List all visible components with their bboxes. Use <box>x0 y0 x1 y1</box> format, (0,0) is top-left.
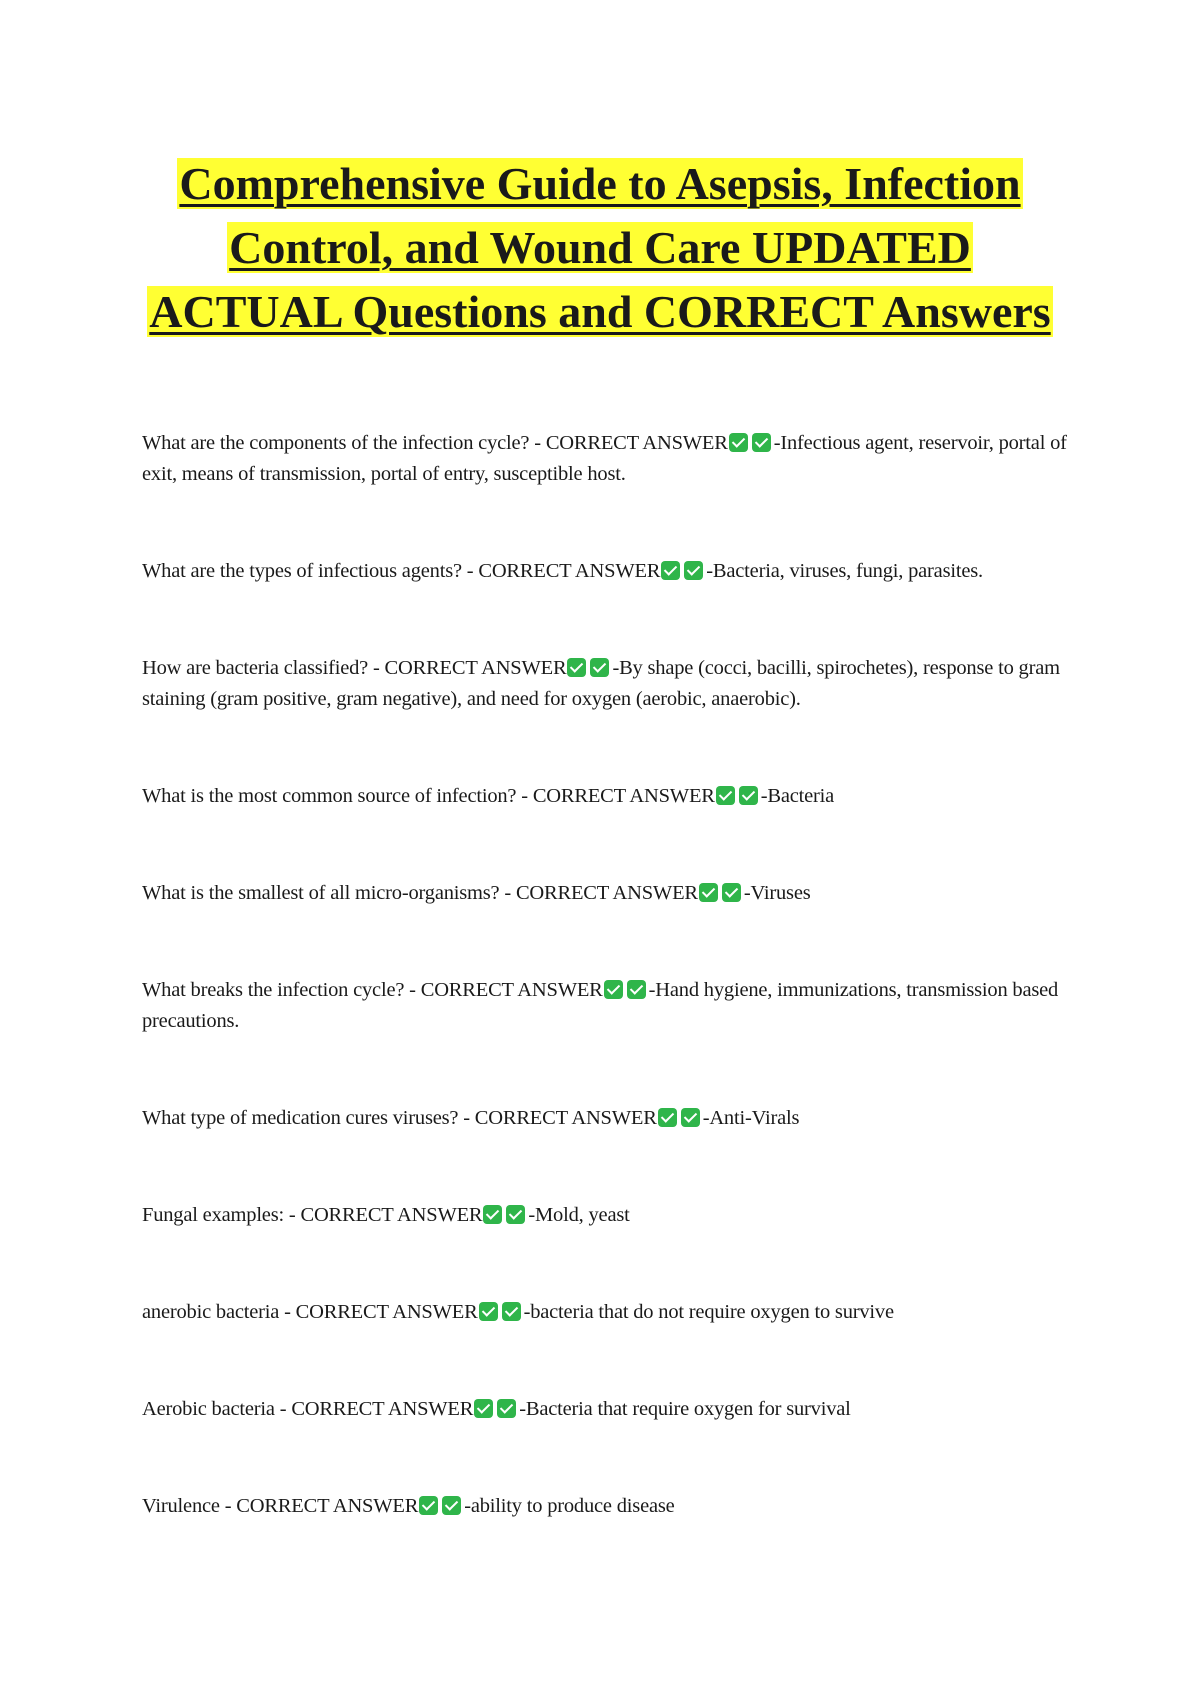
check-icon <box>590 658 609 677</box>
qa-answer: -bacteria that do not require oxygen to survive <box>523 1301 894 1323</box>
qa-separator: - <box>404 979 421 1001</box>
qa-answer: -By shape (cocci, bacilli, spirochetes), response to gram staining (gram positive, gram negative), and need for oxygen (aerobic, anaerobic). <box>142 657 1060 710</box>
qa-separator: - <box>461 560 479 582</box>
qa-separator: - <box>283 1204 301 1226</box>
qa-answer-label: CORRECT ANSWER <box>515 882 698 904</box>
qa-separator: - <box>219 1495 237 1517</box>
qa-item <box>142 975 1082 1037</box>
qa-question: Fungal examples: <box>142 1204 284 1226</box>
check-icon <box>497 1399 516 1418</box>
check-icon <box>474 1399 493 1418</box>
qa-item <box>142 1103 1082 1134</box>
check-icon <box>627 980 646 999</box>
qa-separator: - <box>499 882 516 904</box>
qa-question: anerobic bacteria <box>142 1301 280 1323</box>
check-icon <box>699 883 718 902</box>
check-icon <box>604 980 623 999</box>
qa-question: What is the most common source of infection? <box>142 785 517 807</box>
check-icon <box>722 883 741 902</box>
qa-answer: -Bacteria <box>760 785 835 807</box>
qa-answer: -Viruses <box>743 882 811 904</box>
qa-question: What are the components of the infection cycle? <box>142 432 530 454</box>
qa-separator: - <box>274 1398 292 1420</box>
document-title <box>140 152 1060 344</box>
qa-answer-label: CORRECT ANSWER <box>420 979 603 1001</box>
check-icon <box>681 1108 700 1127</box>
qa-answer: -Bacteria that require oxygen for survival <box>519 1398 851 1420</box>
qa-answer-label: CORRECT ANSWER <box>545 432 728 454</box>
qa-item <box>142 556 1082 587</box>
qa-item <box>142 781 1082 812</box>
qa-answer: -Mold, yeast <box>528 1204 630 1226</box>
qa-separator: - <box>458 1107 475 1129</box>
check-icon <box>502 1302 521 1321</box>
qa-separator: - <box>279 1301 296 1323</box>
qa-item <box>142 1491 1082 1522</box>
qa-list <box>142 428 1082 1522</box>
qa-item <box>142 1297 1082 1328</box>
qa-question: What type of medication cures viruses? <box>142 1107 459 1129</box>
qa-item <box>142 878 1082 909</box>
check-icon <box>739 786 758 805</box>
check-icon <box>716 786 735 805</box>
qa-item <box>142 1200 1082 1231</box>
qa-separator: - <box>529 432 546 454</box>
check-icon <box>479 1302 498 1321</box>
qa-item <box>142 1394 1082 1425</box>
qa-item <box>142 428 1082 490</box>
qa-answer-label: CORRECT ANSWER <box>236 1495 419 1517</box>
check-icon <box>506 1205 525 1224</box>
check-icon <box>442 1496 461 1515</box>
qa-item <box>142 653 1082 715</box>
check-icon <box>684 561 703 580</box>
qa-question: How are bacteria classified? <box>142 657 369 679</box>
qa-separator: - <box>516 785 533 807</box>
qa-separator: - <box>368 657 385 679</box>
qa-answer-label: CORRECT ANSWER <box>300 1204 483 1226</box>
check-icon <box>752 433 771 452</box>
qa-answer-label: CORRECT ANSWER <box>478 560 661 582</box>
qa-answer-label: CORRECT ANSWER <box>295 1301 478 1323</box>
qa-question: Aerobic bacteria <box>142 1398 275 1420</box>
check-icon <box>483 1205 502 1224</box>
qa-question: Virulence <box>142 1495 220 1517</box>
qa-answer-label: CORRECT ANSWER <box>384 657 567 679</box>
qa-answer: -Anti-Virals <box>702 1107 800 1129</box>
qa-answer: -ability to produce disease <box>464 1495 675 1517</box>
qa-question: What is the smallest of all micro-organisms? <box>142 882 500 904</box>
qa-answer: -Infectious agent, reservoir, portal of exit, means of transmission, portal of entry, susceptible host. <box>142 432 1067 485</box>
qa-question: What breaks the infection cycle? <box>142 979 405 1001</box>
check-icon <box>729 433 748 452</box>
qa-answer-label: CORRECT ANSWER <box>291 1398 474 1420</box>
check-icon <box>658 1108 677 1127</box>
qa-question: What are the types of infectious agents? <box>142 560 462 582</box>
qa-answer: -Bacteria, viruses, fungi, parasites. <box>706 560 983 582</box>
check-icon <box>661 561 680 580</box>
qa-answer: -Hand hygiene, immunizations, transmission based precautions. <box>142 979 1059 1032</box>
qa-answer-label: CORRECT ANSWER <box>474 1107 657 1129</box>
check-icon <box>419 1496 438 1515</box>
document-title-text: Comprehensive Guide to Asepsis, Infection Control, and Wound Care UPDATED ACTUAL Questions and CORRECT Answers <box>149 158 1051 337</box>
qa-answer-label: CORRECT ANSWER <box>532 785 715 807</box>
check-icon <box>567 658 586 677</box>
